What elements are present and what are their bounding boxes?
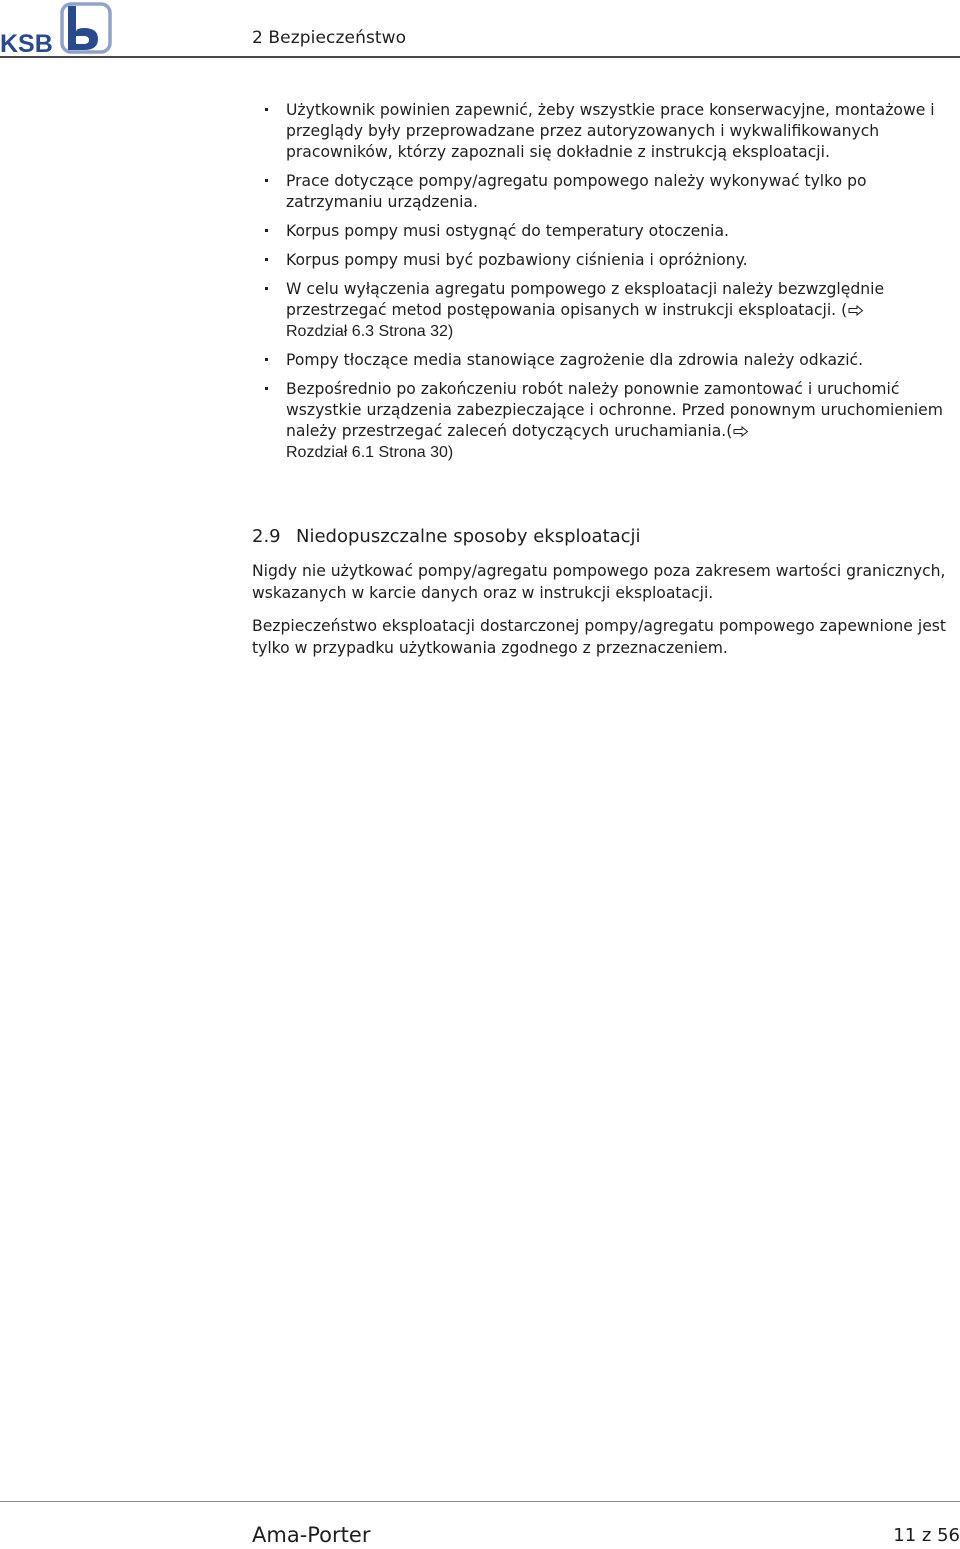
list-item-text: Użytkownik powinien zapewnić, żeby wszystkie prace konserwacyjne, montażowe i przeglądy były przeprowadzane przez autoryzowanych i wykwalifikowanych pracowników, którzy zapoznali się dokładnie z instrukcją eksploatacji.: [286, 101, 935, 161]
cross-reference-arrow-icon: [848, 305, 864, 316]
list-item: [262, 100, 952, 163]
header-divider: [0, 56, 960, 58]
list-item-text: Bezpośrednio po zakończeniu robót należy ponownie zamontować i uruchomić wszystkie urządzenia zabezpieczające i ochronne. Przed ponownym uruchomieniem należy przestrzegać zaleceń dotyczących uruchamiania.(: [286, 380, 943, 440]
safety-bullet-list: [262, 100, 952, 471]
bullet-square-icon: [265, 258, 268, 261]
bullet-square-icon: [265, 358, 268, 361]
footer-divider: [0, 1501, 960, 1502]
list-item-text: Prace dotyczące pompy/agregatu pompowego należy wykonywać tylko po zatrzymaniu urządzenia.: [286, 172, 867, 211]
cross-reference-link[interactable]: Rozdział 6.3 Strona 32): [286, 323, 454, 340]
subsection-heading: [252, 526, 956, 548]
svg-text:KSB: KSB: [0, 30, 53, 54]
section-title: 2 Bezpieczeństwo: [252, 28, 407, 48]
subsection-number: 2.9: [252, 526, 281, 547]
list-item-text: W celu wyłączenia agregatu pompowego z eksploatacji należy bezwzględnie przestrzegać metod postępowania opisanych w instrukcji eksploatacji. (: [286, 280, 885, 319]
ksb-logo: [0, 2, 116, 54]
list-item: [262, 171, 952, 213]
footer-product-title: Ama-Porter: [252, 1523, 371, 1547]
list-item: [262, 279, 952, 342]
cross-reference-arrow-icon: [733, 426, 749, 437]
list-item-text: Korpus pompy musi być pozbawiony ciśnienia i opróżniony.: [286, 251, 748, 269]
page-header: [0, 0, 960, 58]
bullet-square-icon: [265, 108, 268, 111]
subsection-title: Niedopuszczalne sposoby eksploatacji: [296, 526, 641, 547]
cross-reference-link[interactable]: Rozdział 6.1 Strona 30): [286, 444, 454, 461]
bullet-square-icon: [265, 179, 268, 182]
list-item: [262, 379, 952, 463]
paragraph: Bezpieczeństwo eksploatacji dostarczonej pompy/agregatu pompowego zapewnione jest tylko w przypadku użytkowania zgodnego z przeznaczeniem.: [252, 617, 947, 657]
page-number: 11 z 56: [893, 1525, 960, 1546]
bullet-square-icon: [265, 229, 268, 232]
list-item: [262, 221, 952, 242]
list-item: [262, 350, 952, 371]
bullet-square-icon: [265, 287, 268, 290]
list-item-text: Korpus pompy musi ostygnąć do temperatury otoczenia.: [286, 222, 729, 240]
paragraph: Nigdy nie użytkować pompy/agregatu pompowego poza zakresem wartości granicznych, wskazanych w karcie danych oraz w instrukcji eksploatacji.: [252, 562, 946, 602]
subsection-2-9: [252, 526, 956, 671]
list-item-text: Pompy tłoczące media stanowiące zagrożenie dla zdrowia należy odkazić.: [286, 351, 864, 369]
list-item: [262, 250, 952, 271]
bullet-square-icon: [265, 387, 268, 390]
